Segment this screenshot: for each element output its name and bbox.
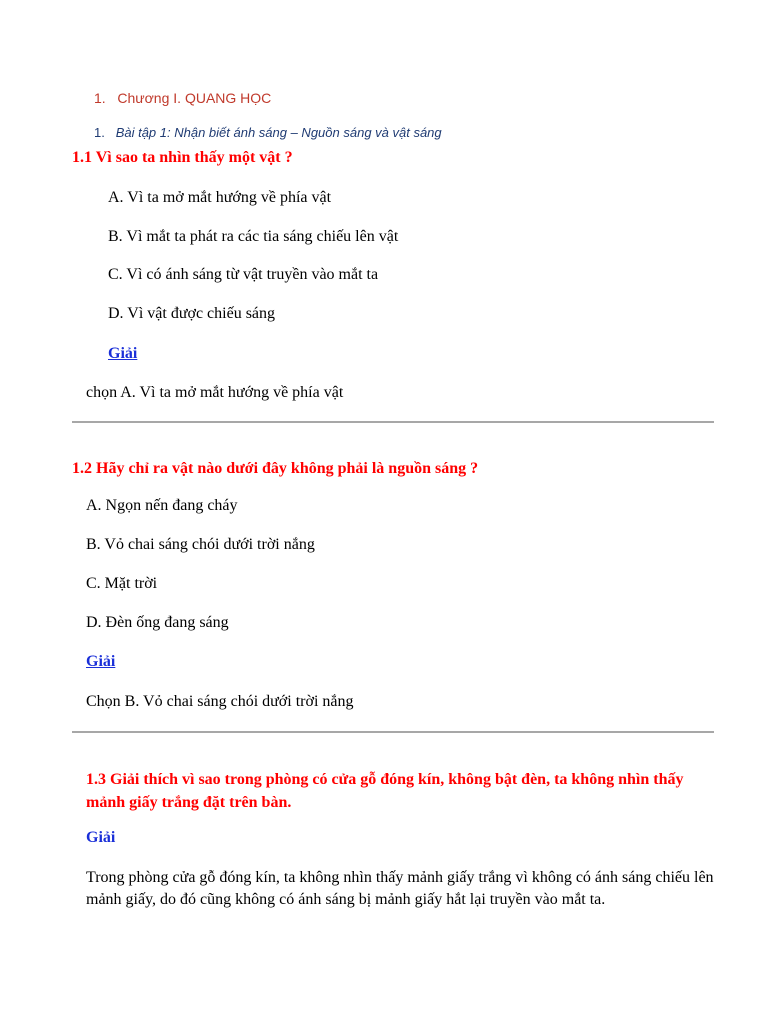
divider xyxy=(72,731,714,733)
exercise-number: 1. xyxy=(94,125,105,140)
divider xyxy=(72,421,714,423)
chapter-title: Chương I. QUANG HỌC xyxy=(117,90,272,106)
question-2-solution-link[interactable]: Giải xyxy=(86,653,116,670)
question-2-answer: Chọn B. Vỏ chai sáng chói dưới trời nắng xyxy=(86,693,354,710)
question-2-option-c: C. Mặt trời xyxy=(86,575,158,592)
question-3-answer: Trong phòng cửa gỗ đóng kín, ta không nhìn thấy mảnh giấy trắng vì không có ánh sáng chiếu lên mảnh giấy, do đó cũng không có ánh sáng bị mảnh giấy hắt lại truyền vào mắt ta. xyxy=(86,869,714,908)
question-2-option-a: A. Ngọn nến đang cháy xyxy=(86,497,238,514)
question-1-option-a: A. Vì ta mở mắt hướng về phía vật xyxy=(108,189,332,206)
question-2-option-b: B. Vỏ chai sáng chói dưới trời nắng xyxy=(86,536,315,553)
question-2-title: 1.2 Hãy chỉ ra vật nào dưới đây không phải là nguồn sáng ? xyxy=(72,460,479,477)
chapter-heading xyxy=(94,90,271,106)
question-1-answer: chọn A. Vì ta mở mắt hướng về phía vật xyxy=(86,384,344,401)
question-3-title: 1.3 Giải thích vì sao trong phòng có cửa gỗ đóng kín, không bật đèn, ta không nhìn thấy mảnh giấy trắng đặt trên bàn. xyxy=(86,771,684,811)
question-2-option-d: D. Đèn ống đang sáng xyxy=(86,614,229,631)
question-3-solution-label: Giải xyxy=(86,829,116,846)
chapter-number: 1. xyxy=(94,90,106,106)
question-1-title: 1.1 Vì sao ta nhìn thấy một vật ? xyxy=(72,149,293,166)
question-1-solution-link[interactable]: Giải xyxy=(108,345,138,362)
question-1-option-c: C. Vì có ánh sáng từ vật truyền vào mắt ta xyxy=(108,266,379,283)
exercise-heading xyxy=(94,125,442,140)
exercise-title: Bài tập 1: Nhận biết ánh sáng – Nguồn sáng và vật sáng xyxy=(115,125,442,140)
question-1-option-d: D. Vì vật được chiếu sáng xyxy=(108,305,276,322)
question-1-option-b: B. Vì mắt ta phát ra các tia sáng chiếu lên vật xyxy=(108,228,399,245)
